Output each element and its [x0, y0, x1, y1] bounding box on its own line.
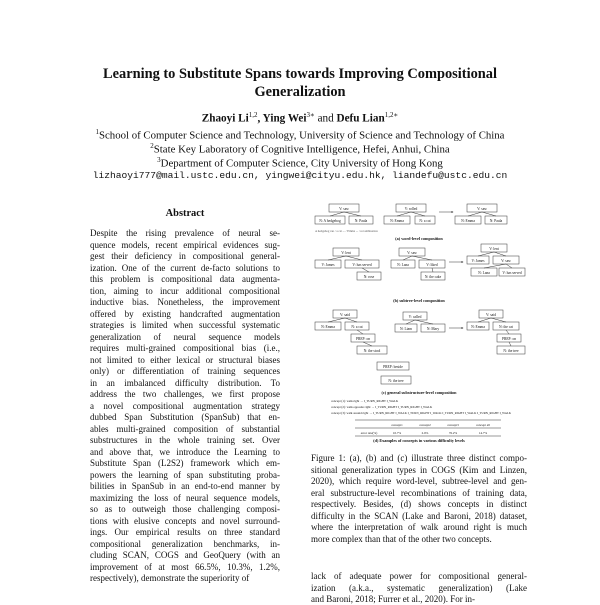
abstract-line: ings. Our empirical results on three standard	[90, 527, 280, 537]
affiliation-text: State Key Laboratory of Cognitive Intelligence, Hefei, Anhui, China	[153, 143, 450, 156]
tree-node-label: N: Mary	[426, 327, 440, 331]
concept-line: concept (1): walk right → I_TURN_RIGHT I_WALK	[331, 399, 399, 403]
caption-line: where the interpretation of walk around right is much	[311, 522, 527, 532]
tree-node-label: V: said	[339, 313, 351, 317]
tree-node-label: PREP: on	[501, 337, 517, 341]
table-header-cell: concept all	[476, 423, 490, 427]
tree-node-label: N: Lana	[478, 271, 490, 275]
tree-node-label: N: Emma	[461, 219, 475, 223]
tree-node-label: V: called	[408, 315, 422, 319]
abstract-line: tion, aiming to incur additional compositional	[90, 285, 280, 296]
abstract-line: dubbed Span Substitution (SpanSub) that en-	[90, 412, 280, 422]
paper-title	[0, 66, 600, 101]
tree-node-label: V: rolled	[404, 207, 418, 211]
tree-node-label: N: Paula	[354, 219, 368, 223]
tree-node-label: N: the cat	[499, 325, 513, 329]
tree-node-label: V: saw	[407, 251, 417, 255]
tree-node-label: V: liked	[426, 263, 438, 267]
author-emails: lizhaoyi777@mail.ustc.edu.cn, yingwei@cityu.edu.hk, liandefu@ustc.edu.cn	[92, 170, 508, 181]
author-separator: and	[314, 112, 337, 125]
tree-node-label: N: a cat	[419, 219, 431, 223]
abstract-line: substructures in the whole training set. Over	[90, 435, 280, 445]
tree-node-label: N: Lana	[397, 263, 409, 267]
table-header-cell: concept3	[447, 423, 459, 427]
caption-line: eral substructure-level recombinations of training data,	[311, 487, 527, 498]
body-line: ization (a.k.a., systematic generalization) (Lake	[311, 582, 527, 593]
abstract-line: a novel compositional augmentation strategy	[90, 400, 280, 411]
table-cell: 14.7%	[478, 431, 488, 435]
abstract-line: tions with elusive concepts and novel surround-	[90, 515, 280, 526]
abstract-line: and above that, we introduce the Learning to	[90, 446, 280, 457]
affiliation	[0, 154, 600, 171]
caption-line: more complex than that of the other two concepts.	[311, 533, 492, 544]
caption-line: Figure 1: (a), (b) and (c) illustrate three distinct compo-	[311, 453, 527, 463]
tree-node-label: N: the tree	[503, 349, 519, 353]
caption-line: sitional generalization types in COGS (Kim and Linzen,	[311, 464, 527, 475]
abstract-line: cluding SCAN, COGS and GeoQuery (with an	[90, 550, 280, 560]
author-list	[0, 111, 600, 125]
affiliation-mark: 3	[157, 156, 161, 164]
tree-node-label: PREP: beside	[383, 365, 403, 369]
concept-line: concept (2): walk opposite right → I_TURN_RIGHT I_TURN_RIGHT I_WALK	[331, 405, 433, 409]
body-line: and Baroni, 2018; Furrer et al., 2020). For in-	[311, 594, 475, 604]
figure-1-diagram	[311, 200, 527, 444]
table-cell: 76.2%	[448, 431, 458, 435]
tree-node-label: V: James	[471, 259, 485, 263]
tree-node-label: V: has served	[352, 263, 372, 267]
tree-node-label: N: rose	[363, 275, 375, 279]
subfigure-label-b: (b) subtree-level composition	[393, 298, 445, 303]
abstract-line: strategies is limited when successful systematic	[90, 320, 280, 330]
affiliation-mark: 1	[95, 128, 99, 136]
abstract-line: maximizing the loss of neural sequence models,	[90, 492, 280, 503]
author-name: Ying Wei	[262, 112, 307, 125]
tree-node-label: V: has served	[502, 271, 522, 275]
subfigure-label-c: (c) general substructure-level composition	[381, 390, 457, 395]
abstract-line: ization. One of the current de-facto solutions to	[90, 262, 280, 273]
abstract-line: gest their deficiency in compositional general-	[90, 251, 280, 261]
abstract-line: bilities in SpanSub in an end-to-end manner by	[90, 481, 280, 491]
author-separator: ,	[257, 112, 263, 125]
table-cell: 2.6%	[421, 431, 429, 435]
tree-node-label: N: a cat	[351, 325, 363, 329]
abstract-line: this problem is compositional data augmenta-	[90, 274, 280, 284]
table-cell: error rate(%)	[360, 431, 378, 435]
abstract-line: inductive bias. Nonetheless, the improvement	[90, 297, 280, 307]
table-header-cell: concept1	[391, 423, 403, 427]
tree-node-label: N: the stool	[363, 349, 381, 353]
abstract-line: so as to outweigh those challenging composi-	[90, 504, 280, 514]
table-cell: 10.7%	[392, 431, 402, 435]
abstract-line: not limited to either lexical or structural biases	[90, 354, 280, 365]
tree-node-label: V: James	[321, 263, 335, 267]
tree-node-label: V: saw	[501, 259, 511, 263]
tree-node-label: N: Paula	[489, 219, 503, 223]
abstract-line: address the two challenges, we first propose	[90, 389, 280, 399]
abstract-heading: Abstract	[165, 208, 205, 219]
tree-node-label: N: Emma	[471, 325, 485, 329]
tree-node-label: N: Emma	[321, 325, 335, 329]
abstract-line: only) or differentiation of training sequences	[90, 366, 280, 376]
subfigure-label-d: (d) Examples of concepts in various difficulty levels	[373, 438, 465, 443]
abstract-line: respectively), demonstrate the superiority of	[90, 573, 250, 583]
author-name: Defu Lian	[336, 112, 385, 125]
paper-title-line1: Learning to Substitute Spans towards Improving Compositional	[103, 66, 497, 82]
abstract-line: generalization of neural sequence models	[90, 331, 280, 342]
affiliation-text: School of Computer Science and Technology, University of Science and Technology of China	[99, 129, 505, 142]
abstract-line: in an imbalanced difficulty distribution. To	[90, 377, 280, 388]
abstract-line: compositional generalization benchmarks, in-	[90, 538, 280, 549]
tree-node-label: V: saw	[339, 207, 349, 211]
caption-line: respectively. Besides, (d) shows concepts in distinct	[311, 499, 527, 509]
tree-node-label: V: saw	[477, 207, 487, 211]
caption-line: 2020), which require word-level, subtree-level and gen-	[311, 476, 527, 486]
figure-1	[311, 200, 527, 444]
body-line: lack of adequate power for compositional general-	[311, 571, 527, 581]
abstract-line: Despite the rising prevalence of neural se-	[90, 228, 280, 238]
subfigure-legend: A hedgehog ran / a cat ... / Emma ... / recombination	[315, 229, 378, 233]
author-affiliation-mark: 1,2	[248, 111, 258, 119]
tree-node-label: V: lent	[341, 251, 351, 255]
affiliation-mark: 2	[150, 142, 154, 150]
tree-node-label: N: the cake	[424, 275, 442, 279]
subfigure-label-a: (a) word-level composition	[395, 236, 443, 241]
abstract-line: ables multi-grained composition of substantial	[90, 423, 280, 434]
tree-node-label: N: the tree	[388, 379, 404, 383]
concept-line: concept (3): walk around right → I_TURN_RIGHT I_WALK I_TURN_RIGHT I_WALK I_TURN_RIGHT I_WALK I_TURN_RIGHT I_WALK	[331, 411, 512, 415]
author-affiliation-mark: 1,2∗	[384, 111, 399, 119]
abstract-line: powers the learning of span substituting proba-	[90, 469, 280, 480]
tree-node-label: N: A hedgehog	[319, 219, 341, 223]
affiliation-text: Department of Computer Science, City University of Hong Kong	[160, 157, 443, 170]
abstract-line: improvement of at most 66.5%, 10.3%, 1.2%,	[90, 561, 280, 572]
tree-node-label: N: Emma	[390, 219, 404, 223]
abstract-line: quence models, recent empirical evidences sug-	[90, 239, 280, 250]
table-header-cell: concept2	[419, 423, 431, 427]
paper-title-line2: Generalization	[254, 83, 346, 100]
tree-node-label: V: said	[485, 313, 497, 317]
abstract-line: offered by existing handcrafted augmentation	[90, 308, 280, 319]
author-affiliation-mark: 3∗	[306, 111, 315, 119]
tree-node-label: PREP: on	[355, 337, 371, 341]
tree-node-label: V: lent	[489, 247, 499, 251]
abstract-line: Substitute Span (L2S2) framework which em-	[90, 458, 280, 468]
tree-node-label: N: Liam	[399, 327, 413, 331]
caption-line: difficulty in the SCAN (Lake and Baroni, 2018) dataset,	[311, 510, 527, 521]
abstract-line: requires multi-grained compositional bias (i.e.,	[90, 343, 280, 353]
author-name: Zhaoyi Li	[201, 112, 249, 125]
